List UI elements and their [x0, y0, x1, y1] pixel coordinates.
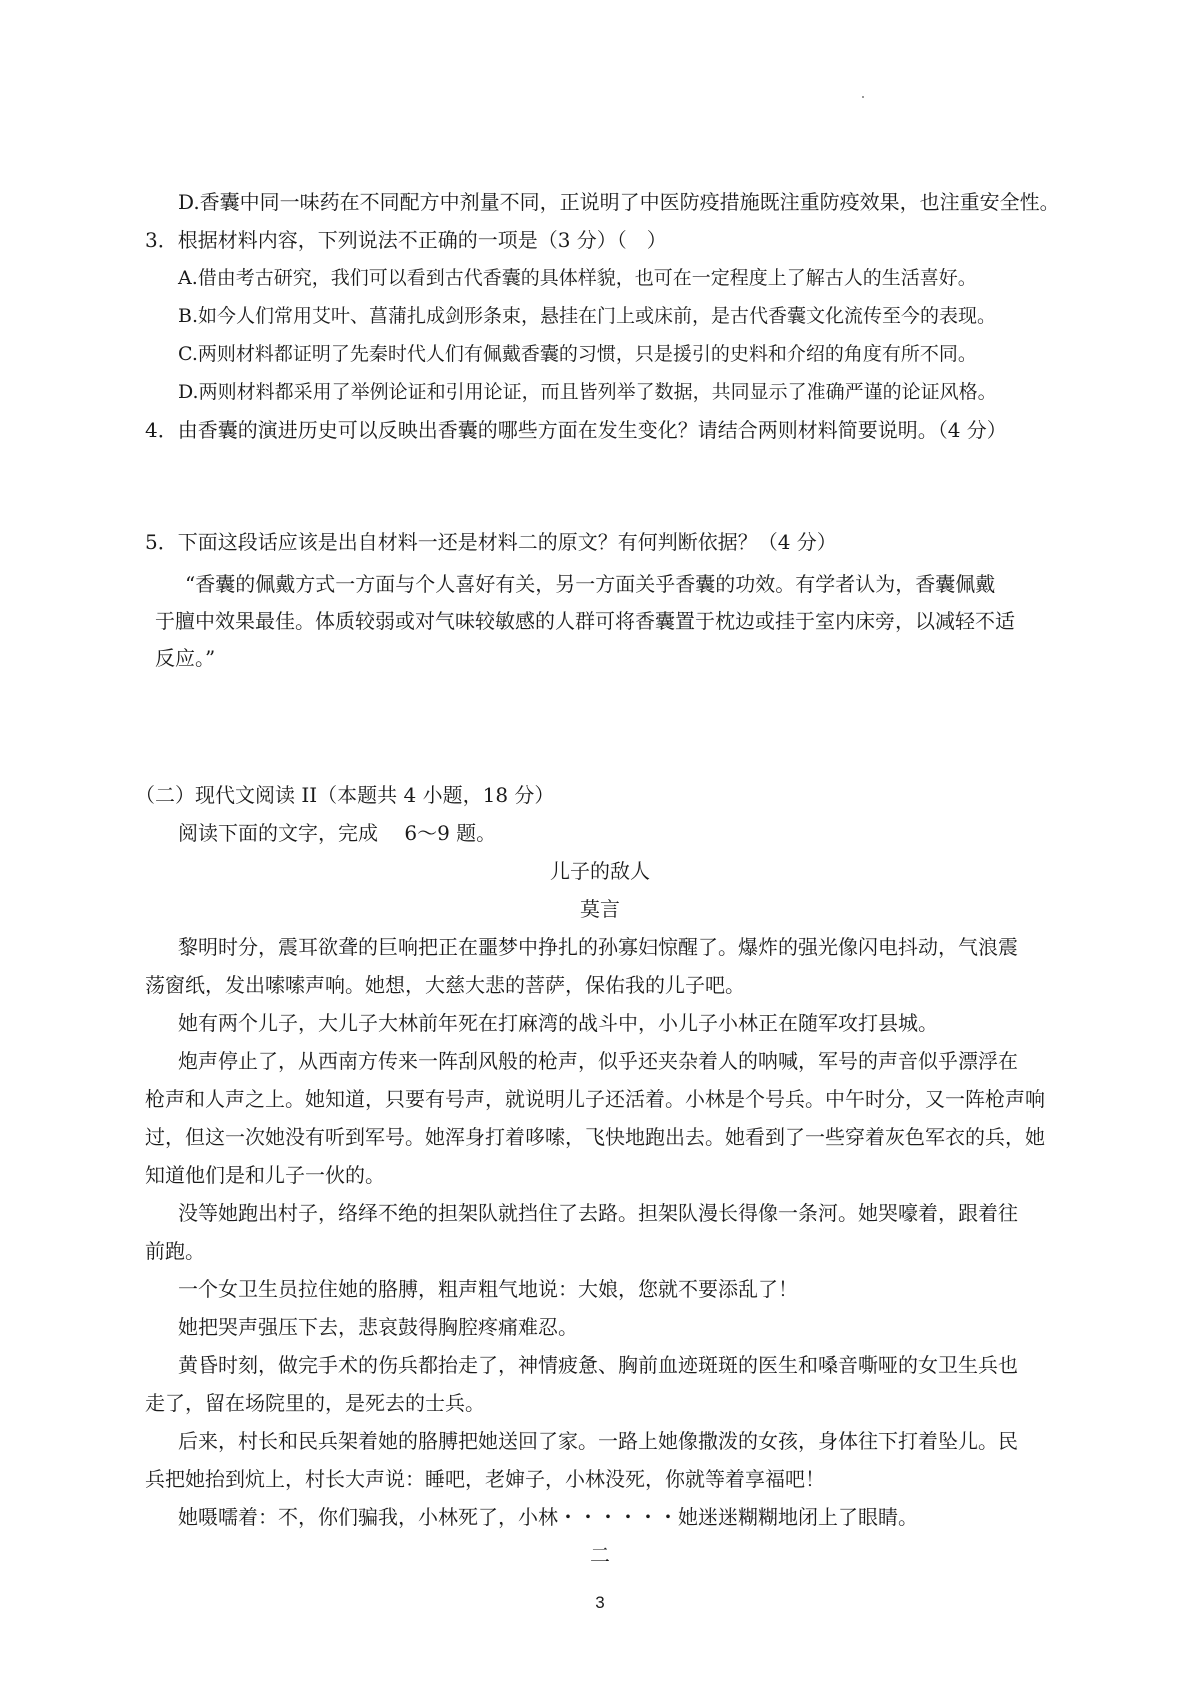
- scan-speck: [862, 96, 864, 98]
- story-line: 炮声停止了，从西南方传来一阵刮风般的枪声，似乎还夹杂着人的呐喊，军号的声音似乎漂浮在: [178, 1049, 1018, 1073]
- q5-quote-line-1: “香囊的佩戴方式一方面与个人喜好有关，另一方面关乎香囊的功效。有学者认为，香囊佩戴: [185, 572, 996, 596]
- story-line: 黄昏时刻，做完手术的伤兵都抬走了，神情疲惫、胸前血迹斑斑的医生和嗓音嘶哑的女卫生兵也: [178, 1353, 1018, 1377]
- q5-quote-line-2: 于膻中效果最佳。体质较弱或对气味较敏感的人群可将香囊置于枕边或挂于室内床旁，以减轻不适: [155, 609, 1015, 633]
- q4-stem: 4．由香囊的演进历史可以反映出香囊的哪些方面在发生变化？请结合两则材料简要说明。（4 分）: [145, 418, 1007, 442]
- q3-stem: 3．根据材料内容，下列说法不正确的一项是（3 分）（ ）: [145, 228, 667, 252]
- story-line: 知道他们是和儿子一伙的。: [145, 1163, 385, 1187]
- part-marker: 二: [590, 1543, 610, 1567]
- story-line: 过，但这一次她没有听到军号。她浑身打着哆嗦，飞快地跑出去。她看到了一些穿着灰色军衣的兵，她: [145, 1125, 1045, 1149]
- section-header: （二）现代文阅读 II（本题共 4 小题，18 分）: [135, 783, 555, 807]
- story-line: 兵把她抬到炕上，村长大声说：睡吧，老婶子，小林没死，你就等着享福吧！: [145, 1467, 825, 1491]
- q5-quote-line-3: 反应。”: [155, 646, 216, 670]
- story-line: 她嗫嚅着：不，你们骗我，小林死了，小林・・・・・・她迷迷糊糊地闭上了眼睛。: [178, 1505, 918, 1529]
- story-line: 一个女卫生员拉住她的胳膊，粗声粗气地说：大娘，您就不要添乱了！: [178, 1277, 798, 1301]
- story-line: 没等她跑出村子，络绎不绝的担架队就挡住了去路。担架队漫长得像一条河。她哭嚎着，跟着往: [178, 1201, 1018, 1225]
- q3-option-a: A.借由考古研究，我们可以看到古代香囊的具体样貌，也可在一定程度上了解古人的生活喜好。: [178, 267, 977, 289]
- page-number: 3: [595, 1593, 605, 1612]
- story-line: 荡窗纸，发出嗦嗦声响。她想，大慈大悲的菩萨，保佑我的儿子吧。: [145, 973, 745, 997]
- story-line: 前跑。: [145, 1239, 205, 1263]
- story-title: 儿子的敌人: [550, 859, 650, 883]
- q3-option-c: C.两则材料都证明了先秦时代人们有佩戴香囊的习惯，只是援引的史料和介绍的角度有所不同。: [178, 343, 977, 365]
- story-line: 走了，留在场院里的，是死去的士兵。: [145, 1391, 485, 1415]
- story-line: 后来，村长和民兵架着她的胳膊把她送回了家。一路上她像撒泼的女孩，身体往下打着坠儿。民: [178, 1429, 1018, 1453]
- story-line: 她把哭声强压下去，悲哀鼓得胸腔疼痛难忍。: [178, 1315, 578, 1339]
- q2-option-d: D.香囊中同一味药在不同配方中剂量不同，正说明了中医防疫措施既注重防疫效果，也注重安全性。: [178, 190, 1060, 214]
- story-line: 枪声和人声之上。她知道，只要有号声，就说明儿子还活着。小林是个号兵。中午时分，又一阵枪声响: [145, 1087, 1045, 1111]
- q3-option-d: D.两则材料都采用了举例论证和引用论证，而且皆列举了数据，共同显示了准确严谨的论证风格。: [178, 381, 997, 403]
- section-instruction: 阅读下面的文字，完成 6～9 题。: [178, 821, 497, 845]
- q3-option-b: B.如今人们常用艾叶、菖蒲扎成剑形条束，悬挂在门上或床前，是古代香囊文化流传至今的表现。: [178, 305, 997, 327]
- story-line: 她有两个儿子，大儿子大林前年死在打麻湾的战斗中，小儿子小林正在随军攻打县城。: [178, 1011, 938, 1035]
- story-author: 莫言: [580, 897, 620, 921]
- q5-stem: 5．下面这段话应该是出自材料一还是材料二的原文？有何判断依据？（4 分）: [145, 530, 837, 554]
- story-line: 黎明时分，震耳欲聋的巨响把正在噩梦中挣扎的孙寡妇惊醒了。爆炸的强光像闪电抖动，气浪震: [178, 935, 1018, 959]
